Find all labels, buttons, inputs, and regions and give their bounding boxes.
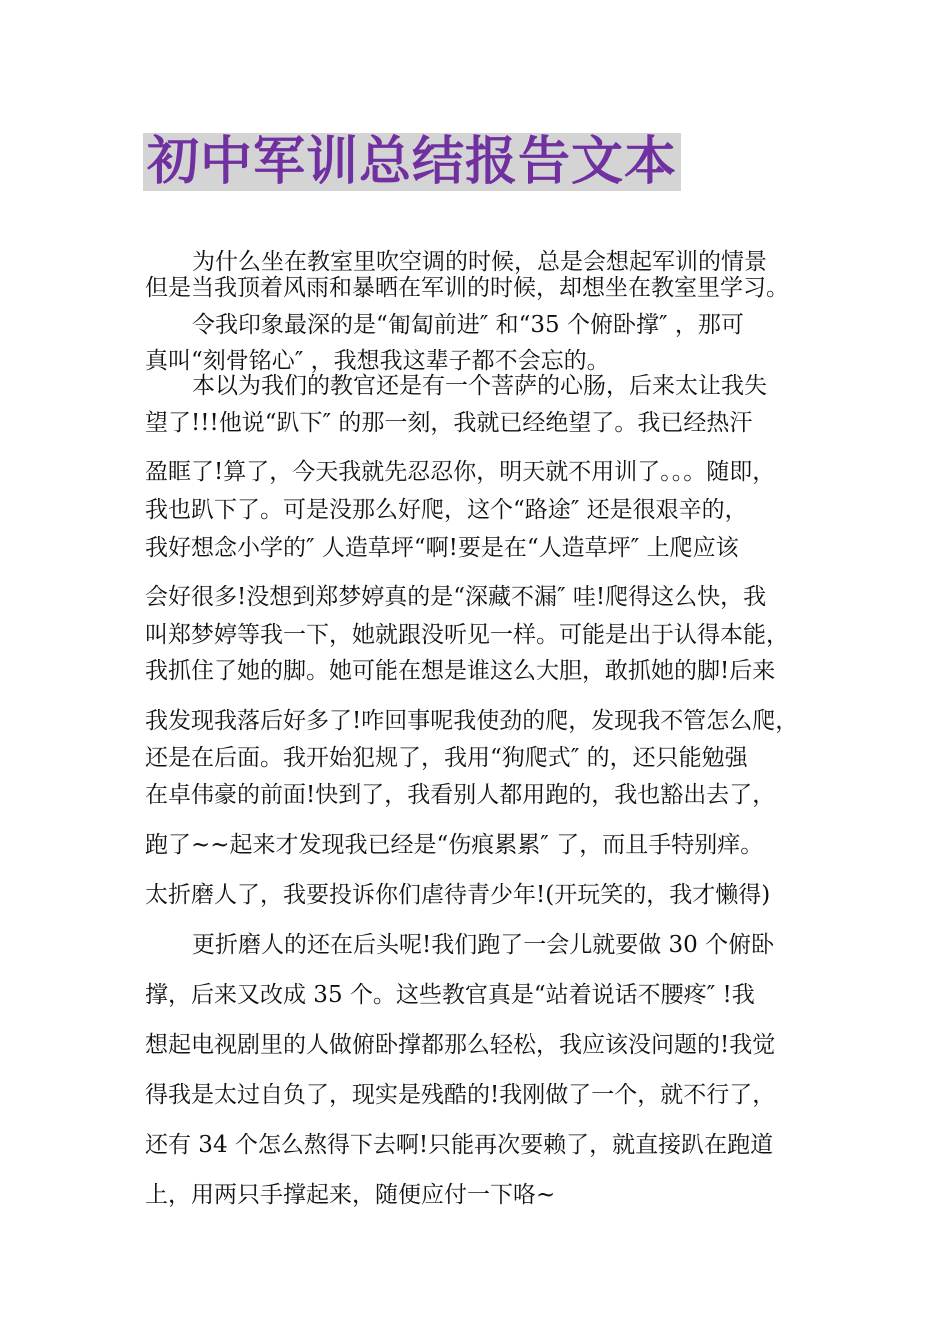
text-line: 我也趴下了。可是没那么好爬，这个“路途″ 还是很艰辛的，: [145, 497, 748, 523]
text-line: 本以为我们的教官还是有一个菩萨的心肠，后来太让我失: [192, 373, 767, 399]
text-line: 盈眶了!算了，今天我就先忍忍你，明天就不用训了。。。随即，: [145, 459, 776, 485]
text-line: 令我印象最深的是“匍匐前进″ 和“35 个俯卧撑″ ，那可: [192, 312, 744, 338]
text-line: 在卓伟豪的前面!快到了，我看别人都用跑的，我也豁出去了，: [145, 782, 776, 808]
text-line: 上，用两只手撑起来，随便应付一下咯~: [145, 1182, 556, 1208]
text-line: 但是当我顶着风雨和暴晒在军训的时候，却想坐在教室里学习。: [145, 275, 789, 301]
text-line: 我好想念小学的″ 人造草坪“啊!要是在“人造草坪″ 上爬应该: [145, 535, 739, 561]
text-line: 太折磨人了，我要投诉你们虐待青少年!(开玩笑的，我才懒得): [145, 882, 771, 908]
text-line: 还有 34 个怎么熬得下去啊!只能再次要赖了，就直接趴在跑道: [145, 1132, 774, 1158]
text-line: 为什么坐在教室里吹空调的时候，总是会想起军训的情景: [192, 249, 767, 275]
text-line: 更折磨人的还在后头呢!我们跑了一会儿就要做 30 个俯卧: [192, 932, 775, 958]
text-line: 望了!!!他说“趴下″ 的那一刻，我就已经绝望了。我已经热汗: [145, 410, 753, 436]
text-line: 我发现我落后好多了!咋回事呢我使劲的爬，发现我不管怎么爬，: [145, 708, 799, 734]
text-line: 还是在后面。我开始犯规了，我用“狗爬式″ 的，还只能勉强: [145, 745, 748, 771]
text-line: 真叫“刻骨铭心″ ，我想我这辈子都不会忘的。: [145, 348, 610, 374]
document-title: 初中军训总结报告文本: [143, 133, 681, 191]
text-line: 跑了~~起来才发现我已经是“伤痕累累″ 了，而且手特别痒。: [145, 832, 764, 858]
text-line: 会好很多!没想到郑梦婷真的是“深藏不漏″ 哇!爬得这么快，我: [145, 584, 767, 610]
text-line: 叫郑梦婷等我一下，她就跟没听见一样。可能是出于认得本能，: [145, 622, 789, 648]
text-line: 想起电视剧里的人做俯卧撑都那么轻松，我应该没问题的!我觉: [145, 1032, 776, 1058]
text-line: 我抓住了她的脚。她可能在想是谁这么大胆，敢抓她的脚!后来: [145, 658, 776, 684]
text-line: 撑，后来又改成 35 个。这些教官真是“站着说话不腰疼″ !我: [145, 982, 755, 1008]
text-line: 得我是太过自负了，现实是残酷的!我刚做了一个，就不行了，: [145, 1082, 776, 1108]
